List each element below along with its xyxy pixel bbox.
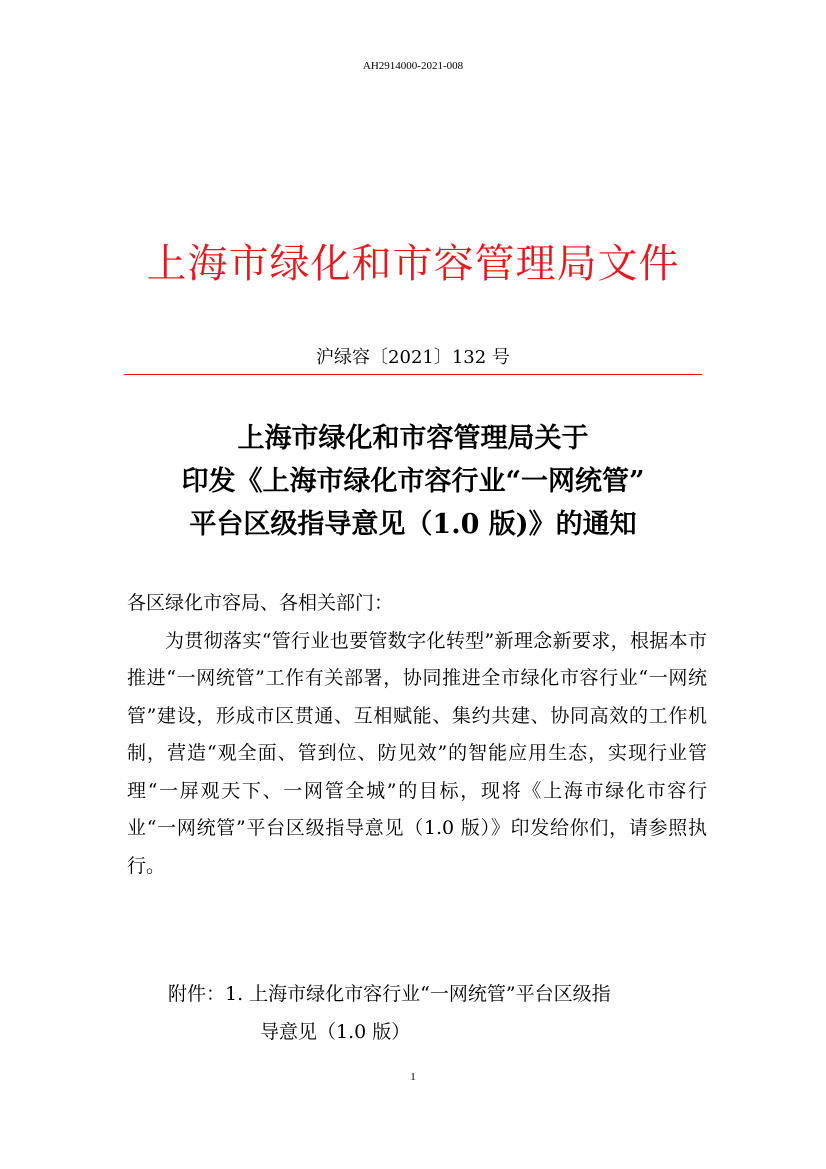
page-number: 1	[410, 1071, 416, 1083]
attachment-line-2: 导意见（1.0 版）	[260, 1021, 411, 1043]
title-line-2: 印发《上海市绿化市容行业“一网统管”	[181, 466, 645, 497]
issuing-authority-header: 上海市绿化和市容管理局文件	[146, 241, 680, 287]
attachment-list	[168, 975, 708, 1051]
red-divider-line	[124, 374, 702, 375]
document-code: AH2914000-2021-008	[362, 60, 464, 72]
document-body	[127, 585, 707, 885]
attachment-line-1: 附件：1. 上海市绿化市容行业“一网统管”平台区级指	[168, 983, 611, 1005]
title-line-1: 上海市绿化和市容管理局关于	[237, 423, 589, 454]
document-title	[0, 417, 826, 546]
body-paragraph: 为贯彻落实“管行业也要管数字化转型”新理念新要求，根据本市推进“一网统管”工作有关部署，协同推进全市绿化市容行业“一网统管”建设，形成市区贯通、互相赋能、集约共建、协同高效的工作机制，营造“观全面、管到位、防见效”的智能应用生态，实现行业管理“一屏观天下、一网管全城”的目标，现将《上海市绿化市容行业“一网统管”平台区级指导意见（1.0 版）》印发给你们，请参照执行。	[127, 629, 707, 877]
title-line-3: 平台区级指导意见（1.0 版)》的通知	[189, 509, 637, 540]
document-number: 沪绿容〔2021〕132 号	[316, 347, 510, 368]
salutation: 各区绿化市容局、各相关部门：	[127, 592, 394, 614]
